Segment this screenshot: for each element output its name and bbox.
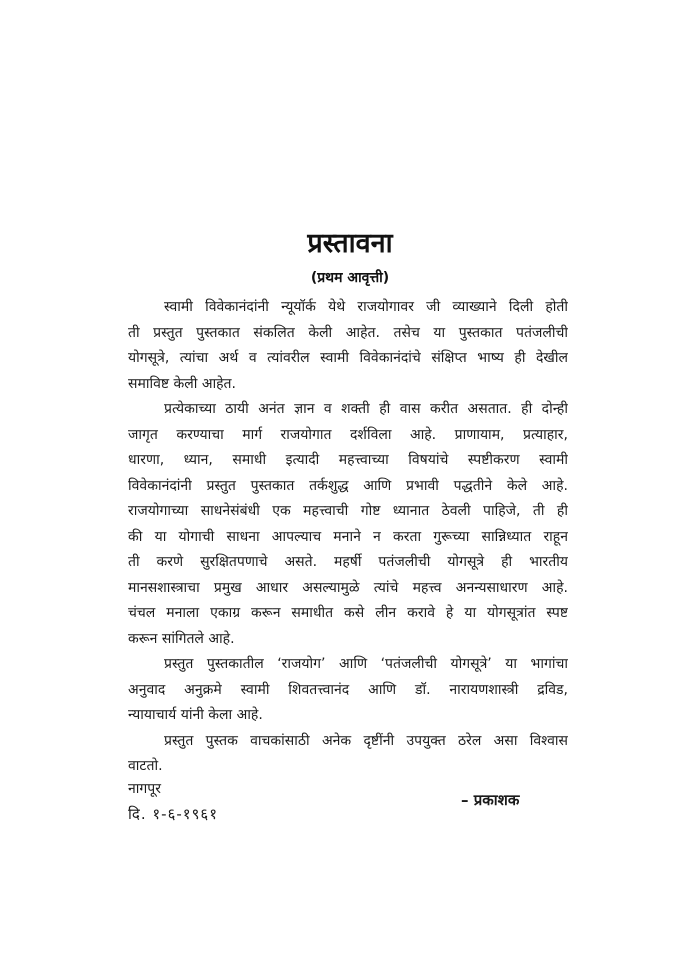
text-line: मानसशास्त्राचा प्रमुख आधार असल्यामुळे त्यांचे महत्त्व अनन्यसाधारण आहे.	[128, 579, 568, 596]
paragraph	[128, 729, 568, 780]
text-line: ती प्रस्तुत पुस्तकात संकलित केली आहेत. तसेच या पुस्तकात पतंजलीची	[128, 324, 568, 341]
paragraph	[128, 295, 568, 397]
text-line: विवेकानंदांनी प्रस्तुत पुस्तकात तर्कशुद्ध आणि प्रभावी पद्धतीने केले आहे.	[128, 477, 568, 494]
text-line: चंचल मनाला एकाग्र करून समाधीत कसे लीन करावे हे या योगसूत्रांत स्पष्ट	[128, 605, 568, 621]
text-line: जागृत करण्याचा मार्ग राजयोगात दर्शविला आहे. प्राणायाम, प्रत्याहार,	[128, 426, 568, 443]
text-line: राजयोगाच्या साधनेसंबंधी एक महत्त्वाची गोष्ट ध्यानात ठेवली पाहिजे, ती ही	[128, 503, 568, 519]
text-line: समाविष्ट केली आहेत.	[128, 375, 236, 392]
page-title: प्रस्तावना	[307, 228, 393, 259]
text-line: वाटतो.	[128, 758, 163, 774]
date-label: दि. १-६-१९६१	[128, 805, 219, 823]
text-line: प्रस्तुत पुस्तकातील ‘राजयोग’ आणि ‘पतंजलीची योगसूत्रे’ या भागांचा	[164, 656, 568, 672]
publisher-signature: – प्रकाशक	[461, 791, 520, 809]
text-line: न्यायाचार्य यांनी केला आहे.	[128, 707, 263, 723]
text-line: योगसूत्रे, त्यांचा अर्थ व त्यांवरील स्वामी विवेकानंदांचे संक्षिप्त भाष्य ही देखील	[128, 350, 568, 366]
text-line: की या योगाची साधना आपल्याच मनाने न करता गुरूच्या सान्निध्यात राहून	[128, 528, 568, 545]
text-line: स्वामी विवेकानंदांनी न्यूयॉर्क येथे राजयोगावर जी व्याख्याने दिली होती	[164, 299, 568, 315]
paragraph	[128, 652, 568, 729]
place-label: नागपूर	[128, 781, 161, 797]
text-line: धारणा, ध्यान, समाधी इत्यादी महत्त्वाच्या विषयांचे स्पष्टीकरण स्वामी	[128, 452, 568, 468]
edition-subtitle: (प्रथम आवृत्ती)	[310, 270, 390, 286]
text-line: प्रस्तुत पुस्तक वाचकांसाठी अनेक दृष्टींनी उपयुक्त ठरेल असा विश्वास	[164, 732, 568, 749]
text-line: ती करणे सुरक्षितपणाचे असते. महर्षी पतंजलीची योगसूत्रे ही भारतीय	[128, 554, 568, 570]
text-line: प्रत्येकाच्या ठायी अनंत ज्ञान व शक्ती ही वास करीत असतात. ही दोन्ही	[164, 401, 568, 417]
text-line: अनुवाद अनुक्रमे स्वामी शिवतत्त्वानंद आणि डॉ. नारायणशास्त्री द्रविड,	[128, 681, 568, 698]
preface-body	[128, 295, 568, 780]
text-line: करून सांगितले आहे.	[128, 630, 235, 647]
paragraph	[128, 397, 568, 652]
